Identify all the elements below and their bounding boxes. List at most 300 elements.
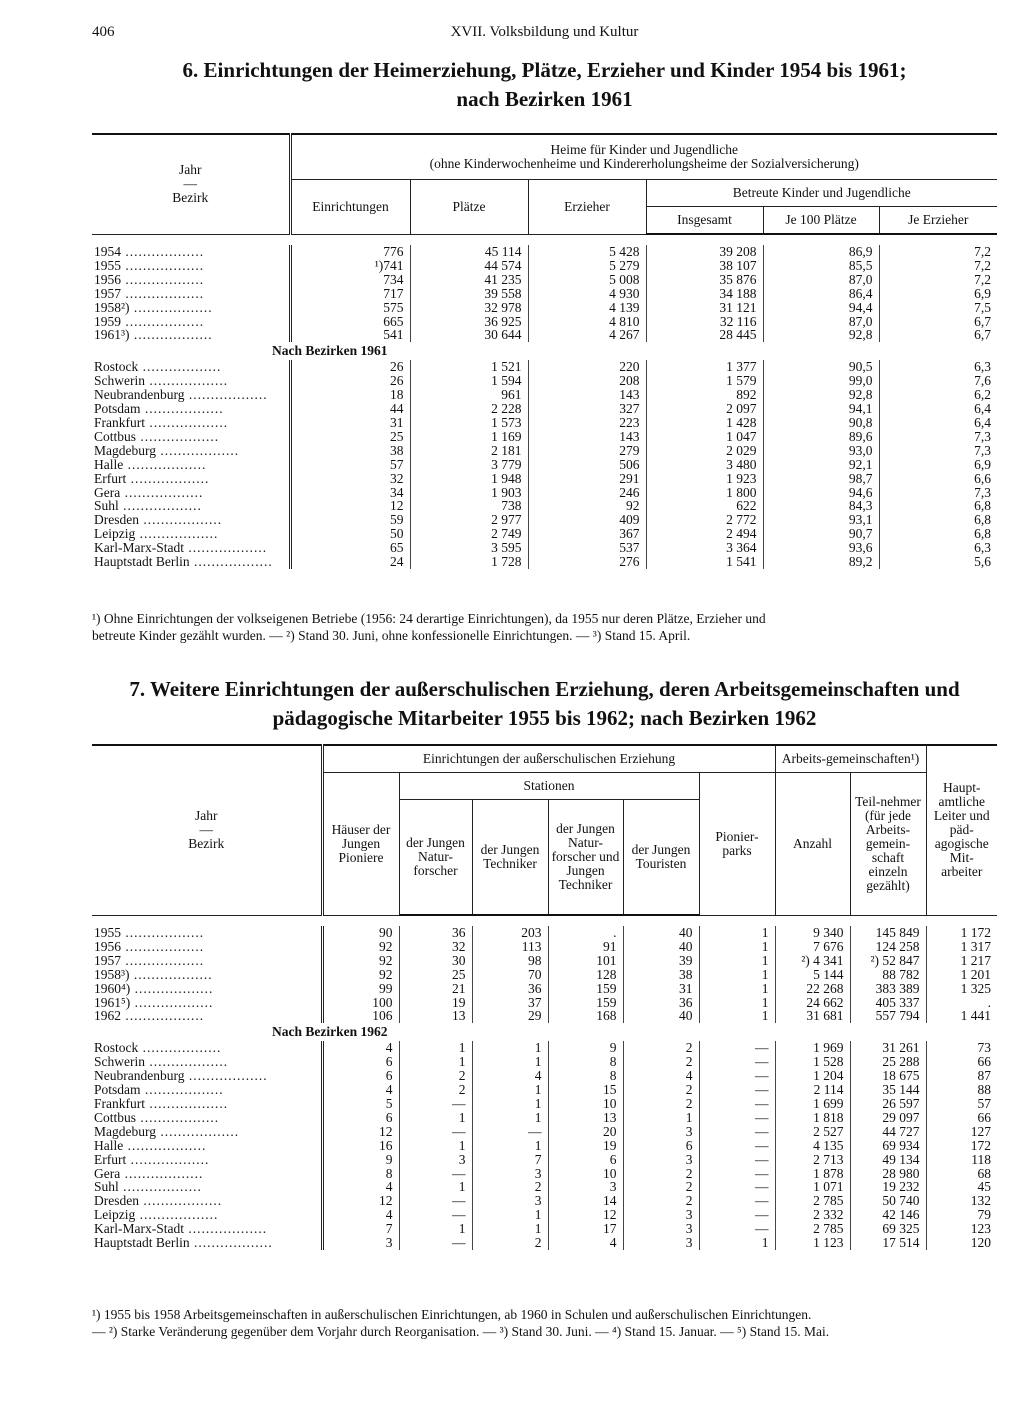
col-places: Plätze [410, 180, 528, 235]
table-cell: 7 [322, 1222, 399, 1236]
table-cell: 86,9 [763, 245, 879, 259]
table-cell: 7,3 [879, 444, 997, 458]
table-cell: 7,5 [879, 301, 997, 315]
table-cell: 7,3 [879, 430, 997, 444]
table-cell: 36 [472, 982, 548, 996]
stub-district: Bezirk [172, 190, 209, 206]
table-cell: — [699, 1083, 775, 1097]
table-cell: 557 794 [850, 1009, 926, 1023]
table-cell: 40 [623, 926, 699, 940]
table-cell: 32 [290, 472, 410, 486]
table-cell: 16 [322, 1139, 399, 1153]
table-row [92, 416, 997, 430]
table-cell: 291 [528, 472, 646, 486]
table-cell: 1 573 [410, 416, 528, 430]
table-cell: 37 [472, 996, 548, 1010]
table-cell: 98,7 [763, 472, 879, 486]
table-cell: 1 [699, 982, 775, 996]
table-cell: 276 [528, 555, 646, 569]
table-cell: 1 579 [646, 374, 763, 388]
table-cell: 15 [548, 1083, 623, 1097]
table-cell: 19 [548, 1139, 623, 1153]
table-cell: 3 [623, 1153, 699, 1167]
section-title: XVII. Volksbildung und Kultur [450, 24, 639, 40]
table-cell: 14 [548, 1194, 623, 1208]
table7-body [92, 915, 997, 1250]
table-cell: 26 [290, 360, 410, 374]
table-cell: 1 172 [926, 926, 997, 940]
table-cell: 622 [646, 499, 763, 513]
col-naturalists: der Jungen Natur-forscher [399, 800, 472, 916]
table-cell: 89,6 [763, 430, 879, 444]
subgroup-cared: Betreute Kinder und Jugendliche [646, 180, 997, 207]
table-cell: 6,8 [879, 513, 997, 527]
row-label-year: 1956 .................. [94, 271, 205, 287]
row-label-year: 1954 .................. [94, 244, 205, 259]
table-cell: 92,1 [763, 458, 879, 472]
table-cell: 50 [290, 527, 410, 541]
row-label-district: Schwerin .................. [94, 1054, 229, 1070]
table-cell: 1 528 [775, 1055, 850, 1069]
table-cell: 1 217 [926, 954, 997, 968]
table-cell: 1 [472, 1111, 548, 1125]
table-cell: 4 267 [528, 328, 646, 342]
stub-year: Jahr [179, 162, 202, 178]
table-cell: — [699, 1097, 775, 1111]
table-cell: 2 785 [775, 1194, 850, 1208]
row-label-district: Gera .................. [94, 484, 204, 500]
table-cell: 21 [399, 982, 472, 996]
table6-body [92, 234, 997, 569]
table-cell: 2 [623, 1041, 699, 1055]
table-cell: 39 558 [410, 287, 528, 301]
table-cell: 367 [528, 527, 646, 541]
table-cell: 32 [399, 940, 472, 954]
table-cell: 5,6 [879, 555, 997, 569]
table7-footnotes [92, 1306, 997, 1340]
table-row [92, 1236, 997, 1250]
table-cell: 1 [699, 954, 775, 968]
table-cell: 92,8 [763, 388, 879, 402]
row-label-district: Frankfurt .................. [94, 1095, 229, 1111]
table-cell: — [472, 1125, 548, 1139]
table-cell: 3 [623, 1125, 699, 1139]
table-cell: . [548, 926, 623, 940]
table7 [92, 744, 997, 1250]
table-cell: 93,1 [763, 513, 879, 527]
table-cell: ²) 52 847 [850, 954, 926, 968]
table-cell: 88 [926, 1083, 997, 1097]
table-cell: 1 800 [646, 486, 763, 500]
subheading-row [92, 1023, 997, 1041]
table-cell: 203 [472, 926, 548, 940]
table-row [92, 458, 997, 472]
table-cell: 68 [926, 1167, 997, 1181]
row-label-district: Potsdam .................. [94, 1082, 224, 1098]
table-cell: 6,7 [879, 328, 997, 342]
col-parks: Pionier-parks [699, 773, 775, 916]
table-cell: 31 [290, 416, 410, 430]
table-cell: 2 181 [410, 444, 528, 458]
table-row [92, 259, 997, 273]
table-cell: 4 930 [528, 287, 646, 301]
table-row [92, 527, 997, 541]
table-cell: 12 [548, 1208, 623, 1222]
table-cell: 106 [322, 1009, 399, 1023]
table-cell: 7,6 [879, 374, 997, 388]
table-cell: 73 [926, 1041, 997, 1055]
col-per100: Je 100 Plätze [763, 207, 879, 235]
table-cell: 91 [548, 940, 623, 954]
row-label-year: 1959 .................. [94, 313, 205, 329]
table-cell: 145 849 [850, 926, 926, 940]
table6-footnote-line1: ¹) Ohne Einrichtungen der volkseigenen Betriebe (1956: 24 derartige Einrichtungen), da 1955 nur deren Plätze, Erzieher und [92, 611, 766, 626]
table7-stub-header [92, 745, 322, 915]
table-cell: 3 364 [646, 541, 763, 555]
table-cell: 1 [699, 926, 775, 940]
row-label-year: 1958²) .................. [94, 299, 213, 315]
table-cell: — [399, 1167, 472, 1181]
table-cell: 99,0 [763, 374, 879, 388]
table-row [92, 273, 997, 287]
table-cell: 44 727 [850, 1125, 926, 1139]
table-row [92, 1222, 997, 1236]
table-cell: 118 [926, 1153, 997, 1167]
table6-title-line1: 6. Einrichtungen der Heimerziehung, Plätze, Erzieher und Kinder 1954 bis 1961; [182, 58, 907, 82]
table-row [92, 926, 997, 940]
table-row [92, 1009, 997, 1023]
table-cell: 665 [290, 315, 410, 329]
stub-district: Bezirk [188, 836, 225, 852]
table-cell: 40 [623, 1009, 699, 1023]
group-institutions: Einrichtungen der außerschulischen Erziehung [322, 745, 775, 773]
table-row [92, 555, 997, 569]
table-cell: 1 [472, 1139, 548, 1153]
row-label-year: 1962 .................. [94, 1008, 205, 1024]
col-participants: Teil-nehmer (für jede Arbeits-gemein-schaft einzeln gezählt) [850, 773, 926, 916]
table-cell: 25 [290, 430, 410, 444]
table-cell: 84,3 [763, 499, 879, 513]
table-cell: 2 977 [410, 513, 528, 527]
table-cell: 70 [472, 968, 548, 982]
table-cell: 35 144 [850, 1083, 926, 1097]
table-cell: 50 740 [850, 1194, 926, 1208]
table-cell: 12 [290, 499, 410, 513]
table-cell: 1 047 [646, 430, 763, 444]
table-cell: 28 445 [646, 328, 763, 342]
table7-footnote-line1: ¹) 1955 bis 1958 Arbeitsgemeinschaften in außerschulischen Einrichtungen, ab 1960 in Schulen und außerschulischen Einrichtungen. [92, 1307, 812, 1322]
table-row [92, 1208, 997, 1222]
row-label-district: Neubrandenburg .................. [94, 387, 268, 403]
table-cell: 92 [322, 954, 399, 968]
table-cell: 2 228 [410, 402, 528, 416]
table-cell: 87,0 [763, 315, 879, 329]
table-cell: 738 [410, 499, 528, 513]
table-cell: 1 903 [410, 486, 528, 500]
table-cell: 1 521 [410, 360, 528, 374]
table-cell: 90,5 [763, 360, 879, 374]
table-cell: 4 135 [775, 1139, 850, 1153]
table-cell: 34 188 [646, 287, 763, 301]
table-cell: 2 114 [775, 1083, 850, 1097]
table-cell: 26 597 [850, 1097, 926, 1111]
table-cell: 279 [528, 444, 646, 458]
col-nat-tech: der Jungen Natur-forscher und Jungen Techniker [548, 800, 623, 916]
table-row [92, 444, 997, 458]
table-cell: 1 317 [926, 940, 997, 954]
table-cell: 94,1 [763, 402, 879, 416]
table6-footnotes [92, 610, 997, 644]
subheading-row [92, 342, 997, 360]
table-cell: — [699, 1069, 775, 1083]
table-cell: 12 [322, 1125, 399, 1139]
table6-stub-header [92, 134, 290, 234]
table-cell: 1 [472, 1222, 548, 1236]
table-cell: 6,2 [879, 388, 997, 402]
table-cell: 2 772 [646, 513, 763, 527]
row-label-district: Cottbus .................. [94, 428, 220, 444]
table-cell: 734 [290, 273, 410, 287]
table-cell: 2 097 [646, 402, 763, 416]
table-cell: 28 980 [850, 1167, 926, 1181]
row-label-district: Neubrandenburg .................. [94, 1068, 268, 1084]
table-row [92, 245, 997, 259]
row-label-year: 1956 .................. [94, 938, 205, 954]
table-cell: 49 134 [850, 1153, 926, 1167]
table-cell: 168 [548, 1009, 623, 1023]
table-cell: 3 [623, 1222, 699, 1236]
table-cell: 575 [290, 301, 410, 315]
table-cell: — [699, 1055, 775, 1069]
table-row [92, 513, 997, 527]
table-cell: 88 782 [850, 968, 926, 982]
table-cell: — [399, 1125, 472, 1139]
table-cell: 3 [399, 1153, 472, 1167]
table-row [92, 1097, 997, 1111]
col-tourists: der Jungen Touristen [623, 800, 699, 916]
table-cell: 93,0 [763, 444, 879, 458]
table-cell: 717 [290, 287, 410, 301]
table-cell: 99 [322, 982, 399, 996]
table-cell: 93,6 [763, 541, 879, 555]
table-cell: 7,2 [879, 245, 997, 259]
table-cell: 87,0 [763, 273, 879, 287]
table-cell: 2 [623, 1194, 699, 1208]
table-cell: — [699, 1139, 775, 1153]
table-cell: 30 644 [410, 328, 528, 342]
table-cell: 2 [623, 1180, 699, 1194]
table6 [92, 133, 997, 569]
table-cell: 1 [472, 1055, 548, 1069]
table-cell: 3 [548, 1180, 623, 1194]
table-row [92, 1055, 997, 1069]
table-cell: 5 008 [528, 273, 646, 287]
table-cell: — [399, 1097, 472, 1111]
table-cell: 383 389 [850, 982, 926, 996]
table-cell: 100 [322, 996, 399, 1010]
table-cell: 1 [399, 1111, 472, 1125]
table-cell: 1 377 [646, 360, 763, 374]
table-cell: 6 [322, 1055, 399, 1069]
table-cell: 1 [699, 1009, 775, 1023]
table-cell: — [699, 1041, 775, 1055]
table-cell: 66 [926, 1111, 997, 1125]
col-staff: Haupt-amtliche Leiter und päd-agogische Mit-arbeiter [926, 745, 997, 915]
table-cell: 132 [926, 1194, 997, 1208]
row-label-district: Karl-Marx-Stadt .................. [94, 540, 268, 556]
table-cell: 1 [699, 968, 775, 982]
row-label-district: Rostock .................. [94, 1040, 222, 1056]
table-cell: 20 [548, 1125, 623, 1139]
row-label-year: 1955 .................. [94, 257, 205, 273]
table-cell: 4 [548, 1236, 623, 1250]
table-cell: 1 201 [926, 968, 997, 982]
table-cell: 6,9 [879, 287, 997, 301]
table-cell: 120 [926, 1236, 997, 1250]
table-cell: 159 [548, 982, 623, 996]
table-cell: 98 [472, 954, 548, 968]
table-cell: 92 [322, 968, 399, 982]
table-cell: 44 574 [410, 259, 528, 273]
table-cell: 38 [623, 968, 699, 982]
table-cell: 36 925 [410, 315, 528, 329]
table-row [92, 360, 997, 374]
table-cell: . [926, 996, 997, 1010]
table-cell: 159 [548, 996, 623, 1010]
table-cell: 1 [472, 1041, 548, 1055]
table-row [92, 315, 997, 329]
table-cell: 36 [399, 926, 472, 940]
table-cell: 45 114 [410, 245, 528, 259]
table-cell: 2 [623, 1167, 699, 1181]
table-cell: 10 [548, 1167, 623, 1181]
table-row [92, 968, 997, 982]
table-cell: 3 [623, 1236, 699, 1250]
table7-title [92, 675, 997, 733]
table-cell: 13 [548, 1111, 623, 1125]
table-cell: 3 [322, 1236, 399, 1250]
table-row [92, 541, 997, 555]
table-cell: 94,6 [763, 486, 879, 500]
table-cell: 1 [472, 1097, 548, 1111]
table-cell: 10 [548, 1097, 623, 1111]
table-cell: 1 428 [646, 416, 763, 430]
table-cell: ²) 4 341 [775, 954, 850, 968]
table-cell: 1 594 [410, 374, 528, 388]
table6-title-line2: nach Bezirken 1961 [456, 87, 633, 111]
table-cell: 19 [399, 996, 472, 1010]
table-cell: 143 [528, 430, 646, 444]
row-label-year: 1961⁵) .................. [94, 994, 214, 1010]
col-educators: Erzieher [528, 180, 646, 235]
table-cell: 59 [290, 513, 410, 527]
table-cell: 29 097 [850, 1111, 926, 1125]
table-cell: 6,8 [879, 527, 997, 541]
table6-group-heading [290, 134, 997, 180]
stub-year: Jahr [195, 808, 218, 824]
table-row [92, 1139, 997, 1153]
row-label-year: 1957 .................. [94, 952, 205, 968]
table-cell: 66 [926, 1055, 997, 1069]
page-number: 406 [92, 24, 115, 40]
table-cell: 4 810 [528, 315, 646, 329]
table-row [92, 402, 997, 416]
row-label-year: 1955 .................. [94, 925, 205, 940]
table-cell: 223 [528, 416, 646, 430]
table-cell: 246 [528, 486, 646, 500]
table-cell: 1 123 [775, 1236, 850, 1250]
row-label-year: 1961³) .................. [94, 327, 213, 343]
table-cell: 69 325 [850, 1222, 926, 1236]
table-cell: 2 [623, 1083, 699, 1097]
table-cell: 36 [623, 996, 699, 1010]
row-label-district: Magdeburg .................. [94, 442, 240, 458]
table-cell: 541 [290, 328, 410, 342]
row-label-district: Hauptstadt Berlin .................. [94, 554, 273, 570]
table-cell: — [699, 1153, 775, 1167]
table-cell: 4 [623, 1069, 699, 1083]
table-cell: 38 [290, 444, 410, 458]
table-cell: 123 [926, 1222, 997, 1236]
table-cell: 90,7 [763, 527, 879, 541]
table-cell: 31 121 [646, 301, 763, 315]
table-cell: 7 [472, 1153, 548, 1167]
table-cell: 38 107 [646, 259, 763, 273]
table7-footnote-line2: — ²) Starke Veränderung gegenüber dem Vorjahr durch Reorganisation. — ³) Stand 30. Juni. — ⁴) Stand 15. Januar. — ⁵) Stand 15. Mai. [92, 1324, 830, 1339]
table-cell: 1 [699, 940, 775, 954]
stub-dash: — [199, 822, 213, 838]
table-row [92, 1180, 997, 1194]
table-row [92, 996, 997, 1010]
table-cell: 4 139 [528, 301, 646, 315]
table-cell: 172 [926, 1139, 997, 1153]
table-cell: 113 [472, 940, 548, 954]
row-label-district: Frankfurt .................. [94, 414, 229, 430]
spacer-row [92, 915, 997, 926]
table-cell: 1 948 [410, 472, 528, 486]
row-label-year: 1960⁴) .................. [94, 980, 214, 996]
row-label-district: Potsdam .................. [94, 401, 224, 417]
table-cell: 18 [290, 388, 410, 402]
table-cell: 92 [528, 499, 646, 513]
table-row [92, 374, 997, 388]
table-cell: 128 [548, 968, 623, 982]
table-row [92, 954, 997, 968]
row-label-district: Cottbus .................. [94, 1109, 220, 1125]
table-row [92, 486, 997, 500]
table-cell: 6 [322, 1111, 399, 1125]
table-cell: 405 337 [850, 996, 926, 1010]
table-cell: 2 527 [775, 1125, 850, 1139]
table-cell: 57 [926, 1097, 997, 1111]
table-cell: — [399, 1208, 472, 1222]
table-cell: 92 [322, 940, 399, 954]
table-row [92, 388, 997, 402]
table-cell: 4 [322, 1208, 399, 1222]
table-cell: 2 029 [646, 444, 763, 458]
table-cell: 42 146 [850, 1208, 926, 1222]
table-cell: 3 595 [410, 541, 528, 555]
table-cell: 1 [399, 1055, 472, 1069]
row-label-district: Suhl .................. [94, 1179, 202, 1195]
table-row [92, 328, 997, 342]
table-cell: 1 [399, 1180, 472, 1194]
table-cell: — [699, 1194, 775, 1208]
row-label-district: Karl-Marx-Stadt .................. [94, 1221, 268, 1237]
table-cell: 1 [472, 1083, 548, 1097]
table-cell: 2 494 [646, 527, 763, 541]
table-row [92, 499, 997, 513]
